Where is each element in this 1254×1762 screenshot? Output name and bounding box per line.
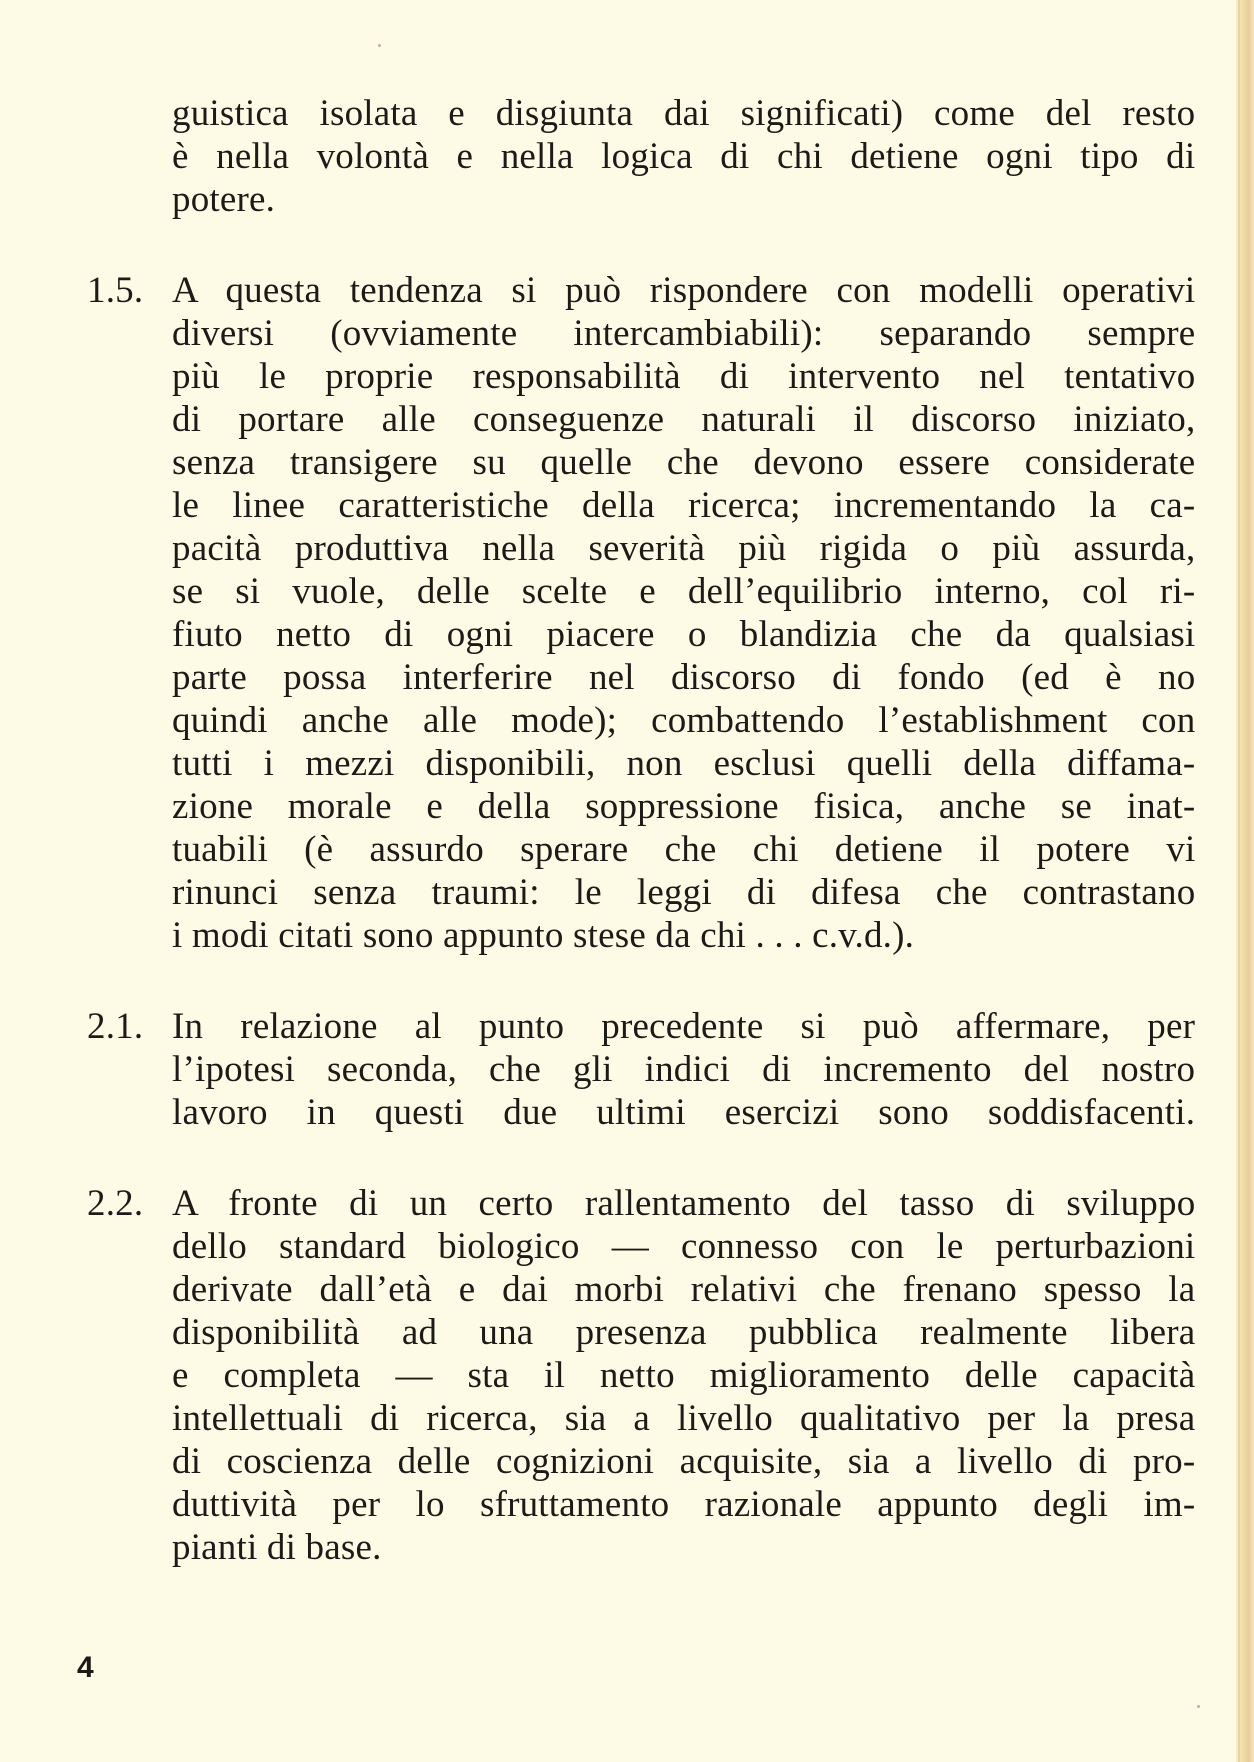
text-line: se si vuole, delle scelte e dell’equilibrio interno, col ri- [172, 571, 1196, 612]
text-line: derivate dall’età e dai morbi relativi che frenano spesso la [172, 1269, 1196, 1310]
text-line: tuabili (è assurdo sperare che chi detiene il potere vi [172, 829, 1196, 870]
text-line: potere. [172, 179, 276, 220]
paragraph-2-2 [87, 1182, 1195, 1569]
text-line: duttività per lo sfruttamento razionale appunto degli im- [172, 1484, 1196, 1525]
text-line: e completa — sta il netto miglioramento delle capacità [172, 1355, 1196, 1396]
paragraph-number: 2.1. [87, 1006, 144, 1047]
paragraph-number: 1.5. [87, 270, 144, 311]
paragraph-1-5 [87, 269, 1195, 957]
text-line: pacità produttiva nella severità più rigida o più assurda, [172, 528, 1196, 569]
text-line: parte possa interferire nel discorso di fondo (ed è no [172, 657, 1196, 698]
paragraph-continuation [87, 92, 1195, 221]
text-line: dello standard biologico — connesso con le perturbazioni [172, 1226, 1196, 1267]
text-line: di portare alle conseguenze naturali il discorso iniziato, [172, 399, 1196, 440]
text-line: tutti i mezzi disponibili, non esclusi quelli della diffama- [172, 743, 1196, 784]
paragraph-number: 2.2. [87, 1183, 144, 1224]
text-line: diversi (ovviamente intercambiabili): separando sempre [172, 313, 1196, 354]
text-line: lavoro in questi due ultimi esercizi sono soddisfacenti. [172, 1092, 1196, 1133]
page-number: 4 [77, 1651, 94, 1684]
paragraph-body [172, 92, 1195, 221]
paper-speck [1197, 1705, 1200, 1708]
paragraph-body [172, 1182, 1195, 1569]
page-content [87, 92, 1195, 1569]
text-line: disponibilità ad una presenza pubblica realmente libera [172, 1312, 1196, 1353]
text-line: A fronte di un certo rallentamento del tasso di sviluppo [172, 1183, 1196, 1224]
text-line: fiuto netto di ogni piacere o blandizia che da qualsiasi [172, 614, 1196, 655]
paper-speck [378, 44, 381, 47]
text-line: è nella volontà e nella logica di chi detiene ogni tipo di [172, 136, 1196, 177]
text-line: le linee caratteristiche della ricerca; incrementando la ca- [172, 485, 1196, 526]
paragraph-body [172, 1005, 1195, 1134]
text-line: A questa tendenza si può rispondere con modelli operativi [172, 270, 1196, 311]
text-line: i modi citati sono appunto stese da chi . . . c.v.d.). [172, 915, 915, 956]
text-line: l’ipotesi seconda, che gli indici di incremento del nostro [172, 1049, 1196, 1090]
text-line: senza transigere su quelle che devono essere considerate [172, 442, 1196, 483]
paragraph-body [172, 269, 1195, 957]
text-line: più le proprie responsabilità di intervento nel tentativo [172, 356, 1196, 397]
text-line: zione morale e della soppressione fisica, anche se inat- [172, 786, 1196, 827]
paragraph-2-1 [87, 1005, 1195, 1134]
text-line: pianti di base. [172, 1527, 382, 1568]
text-line: In relazione al punto precedente si può affermare, per [172, 1006, 1196, 1047]
text-line: di coscienza delle cognizioni acquisite, sia a livello di pro- [172, 1441, 1196, 1482]
text-line: quindi anche alle mode); combattendo l’establishment con [172, 700, 1196, 741]
page-edge [1236, 0, 1254, 1762]
text-line: intellettuali di ricerca, sia a livello qualitativo per la presa [172, 1398, 1196, 1439]
text-line: rinunci senza traumi: le leggi di difesa che contrastano [172, 872, 1196, 913]
text-line: guistica isolata e disgiunta dai significati) come del resto [172, 93, 1196, 134]
